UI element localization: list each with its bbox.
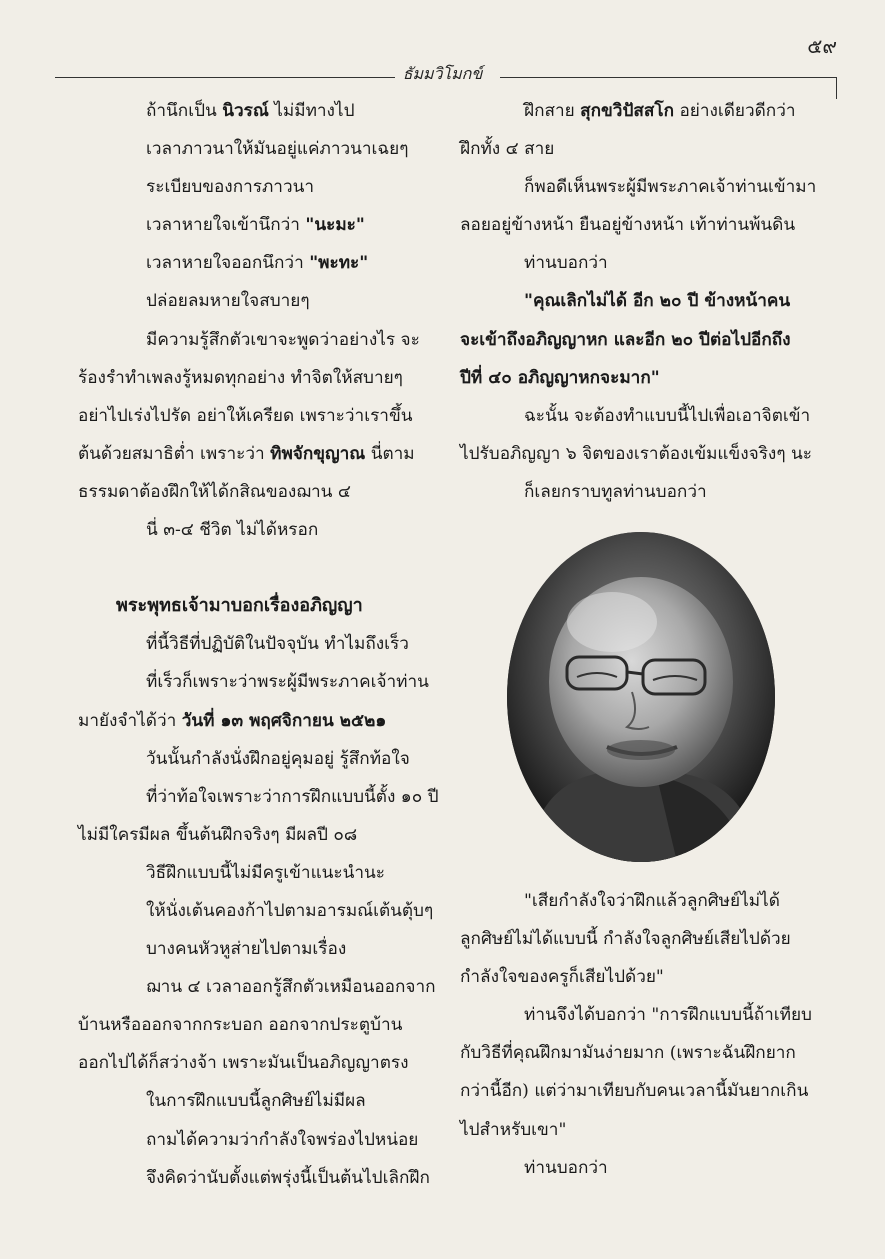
text-segment: ท่านบอกว่า [524,253,608,274]
text-segment: นี่ ๓-๔ ชีวิต ไม่ได้หรอก [146,520,319,541]
text-segment: อย่างเดียวดีกว่า [673,101,796,121]
text-segment: ท่านจึงได้บอกว่า "การฝึกแบบนี้ถ้าเทียบ [524,1005,812,1026]
text-segment: มีความรู้สึกตัวเขาจะพูดว่าอย่างไร จะ [146,329,420,350]
text-line [460,882,832,920]
text-line [78,740,458,778]
text-line [78,168,458,206]
text-segment: วิธีฝึกแบบนี้ไม่มีครูเข้าแนะนำนะ [146,862,386,883]
bold-text-segment: จะเข้าถึงอภิญญาหก และอีก ๒๐ ปีต่อไปอีกถึง [460,329,791,350]
text-line [460,321,832,359]
text-line [78,130,458,168]
text-line [460,958,832,996]
text-segment: เวลาหายใจออกนึกว่า [146,253,310,274]
text-segment: ต้นด้วยสมาธิต่ำ เพราะว่า [78,443,271,464]
text-segment: ท่านบอกว่า [524,1157,608,1178]
text-segment: บ้านหรือออกจากกระบอก ออกจากประตูบ้าน [78,1015,403,1036]
text-segment: จึงคิดว่านับตั้งแต่พรุ่งนี้เป็นต้นไปเลิกฝึก [146,1167,430,1188]
paragraph-spacer [78,549,458,587]
frame-right-edge [836,77,837,99]
text-segment: ลูกศิษย์ไม่ได้แบบนี้ กำลังใจลูกศิษย์เสียไปด้วย [460,929,791,950]
text-line [460,1034,832,1072]
text-line [78,435,458,473]
text-line [460,397,832,435]
text-segment: ระเบียบของการภาวนา [146,177,315,198]
text-line [460,435,832,473]
text-line [78,778,458,816]
bold-text-segment: สุกขวิปัสสโก [580,101,674,121]
text-line [78,968,458,1006]
text-line [78,702,458,740]
bold-text-segment: "คุณเลิกไม่ได้ อีก ๒๐ ปี ข้างหน้าคน [524,291,791,312]
text-segment: ให้นั่งเต้นคองก้าไปตามอารมณ์เต้นตุ้บๆ [146,900,434,921]
text-segment: มายังจำได้ว่า [78,710,182,731]
text-line [460,168,832,206]
text-segment: วันนั้นกำลังนั่งฝึกอยู่คุมอยู่ รู้สึกท้อใจ [146,748,410,769]
text-line [78,206,458,244]
text-line [460,130,832,168]
text-line [78,663,458,701]
text-segment: ฉะนั้น จะต้องทำแบบนี้ไปเพื่อเอาจิตเข้า [524,405,811,426]
portrait-illustration [507,532,775,862]
text-line [78,816,458,854]
text-line [78,244,458,282]
text-segment: ฝึกทั้ง ๔ สาย [460,139,555,160]
right-text-column-top [460,92,832,511]
text-segment: ลอยอยู่ข้างหน้า ยืนอยู่ข้างหน้า เท้าท่านพ้นดิน [460,215,796,236]
text-line [460,473,832,511]
text-segment: ถามได้ความว่ากำลังใจพร่องไปหน่อย [146,1129,419,1150]
text-line [78,1082,458,1120]
text-line [78,282,458,320]
right-text-column-bottom [460,882,832,1187]
text-segment: ธรรมดาต้องฝึกให้ได้กสิณของฌาน ๔ [78,481,351,502]
bold-text-segment: "นะมะ" [305,215,365,236]
running-header-title: ธัมมวิโมกข์ [402,64,483,83]
text-segment: ฌาน ๔ เวลาออกรู้สึกตัวเหมือนออกจาก [146,977,436,998]
text-line [460,920,832,958]
bold-text-segment: พระพุทธเจ้ามาบอกเรื่องอภิญญา [116,595,363,617]
text-segment: กับวิธีที่คุณฝึกมามันง่ายมาก (เพราะฉันฝึกยาก [460,1043,796,1064]
text-segment: ที่เร็วก็เพราะว่าพระผู้มีพระภาคเจ้าท่าน [146,672,429,693]
text-segment: เวลาภาวนาให้มันอยู่แค่ภาวนาเฉยๆ [146,139,409,160]
text-segment: ร้องรำทำเพลงรู้หมดทุกอย่าง ทำจิตให้สบายๆ [78,367,403,388]
text-line [78,92,458,130]
text-line [78,854,458,892]
text-segment: เวลาหายใจเข้านึกว่า [146,215,306,236]
bold-text-segment: ปีที่ ๔๐ อภิญญาหกจะมาก" [460,367,660,388]
text-line [78,359,458,397]
text-line [78,1044,458,1082]
text-segment: ไม่มีใครมีผล ขึ้นต้นฝึกจริงๆ มีผลปี ๐๘ [78,824,358,845]
text-line [78,321,458,359]
text-segment: บางคนหัวหูส่ายไปตามเรื่อง [146,939,347,960]
text-line [460,206,832,244]
bold-text-segment: ทิพจักขุญาณ [270,443,366,464]
text-segment: นี่ตาม [365,443,415,464]
text-line [460,996,832,1034]
text-line [78,397,458,435]
text-line [78,1121,458,1159]
text-line [78,892,458,930]
bold-text-segment: นิวรณ์ [222,101,269,121]
text-segment: กำลังใจของครูก็เสียไปด้วย" [460,967,664,988]
text-segment: ก็เลยกราบทูลท่านบอกว่า [524,481,707,502]
text-line [460,92,832,130]
text-line [460,1111,832,1149]
text-segment: ก็พอดีเห็นพระผู้มีพระภาคเจ้าท่านเข้ามา [524,177,817,198]
text-segment: ในการฝึกแบบนี้ลูกศิษย์ไม่มีผล [146,1091,366,1112]
text-segment: กว่านี้อีก) แต่ว่ามาเทียบกับคนเวลานี้มันยากเกิน [460,1081,809,1102]
text-segment: อย่าไปเร่งไปรัด อย่าให้เครียด เพราะว่าเราขึ้น [78,405,413,426]
text-segment: ไม่มีทางไป [268,101,355,121]
text-segment: ออกไปได้ก็สว่างจ้า เพราะมันเป็นอภิญญาตรง [78,1053,409,1074]
monk-portrait-photo [507,532,775,862]
text-line [78,473,458,511]
text-line [78,1006,458,1044]
text-segment: "เสียกำลังใจว่าฝึกแล้วลูกศิษย์ไม่ได้ [524,891,780,911]
text-line [460,1149,832,1187]
text-line [78,930,458,968]
left-text-column [78,92,458,1197]
text-segment: ไปรับอภิญญา ๖ จิตของเราต้องเข้มแข็งจริงๆ นะ [460,443,812,464]
text-segment: ฝึกสาย [524,101,581,121]
text-segment: ถ้านึกเป็น [146,101,223,121]
text-line [460,244,832,282]
header-rule-left [55,77,395,78]
text-segment: ปล่อยลมหายใจสบายๆ [146,291,310,312]
bold-text-segment: "พะทะ" [309,253,369,274]
text-line [78,625,458,663]
header-rule-right [500,77,837,78]
text-line [460,359,832,397]
text-segment: ที่ว่าท้อใจเพราะว่าการฝึกแบบนี้ตั้ง ๑๐ ปี [146,786,439,807]
text-line [78,511,458,549]
text-line [460,282,832,320]
text-segment: ไปสำหรับเขา" [460,1119,567,1140]
section-heading [78,587,458,625]
text-line [78,1159,458,1197]
bold-text-segment: วันที่ ๑๓ พฤศจิกายน ๒๕๒๑ [181,710,387,731]
page-number: ๕๙ [807,34,837,58]
text-segment: ที่นี้วิธีที่ปฏิบัติในปัจจุบัน ทำไมถึงเร็ว [146,634,409,655]
text-line [460,1072,832,1110]
